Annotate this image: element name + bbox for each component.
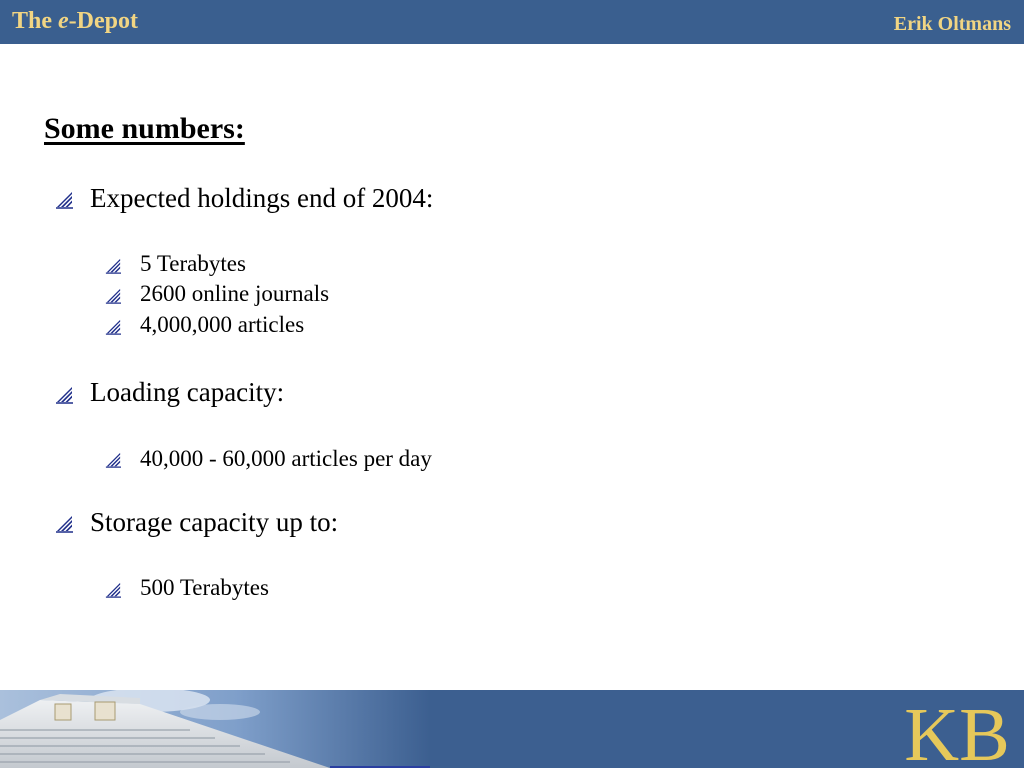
slide-title: Some numbers: [44,112,245,145]
list-item: 5 Terabytes [140,251,246,276]
section-label-loading: Loading capacity: [90,377,285,407]
footer-bar [0,690,1024,768]
section-label-storage: Storage capacity up to: [90,507,339,537]
building-photo [0,690,430,768]
list-item: 40,000 - 60,000 articles per day [140,446,432,471]
bullet-icon [54,191,74,209]
presentation-title: The e-Depot [12,8,138,34]
bullet-icon [104,258,122,274]
kb-logo [898,690,1016,768]
bullet-icon [54,515,74,533]
list-item: 4,000,000 articles [140,312,305,337]
author-name: Erik Oltmans [893,13,1011,35]
list-item: 2600 online journals [140,281,330,306]
list-item: 500 Terabytes [140,575,269,600]
section-label-holdings: Expected holdings end of 2004: [90,183,434,213]
header-bar [0,0,1024,44]
bullet-icon [104,319,122,335]
bullet-icon [54,386,74,404]
bullet-icon [104,452,122,468]
bullet-icon [104,582,122,598]
bullet-icon [104,288,122,304]
svg-text:KB: KB [904,693,1010,768]
